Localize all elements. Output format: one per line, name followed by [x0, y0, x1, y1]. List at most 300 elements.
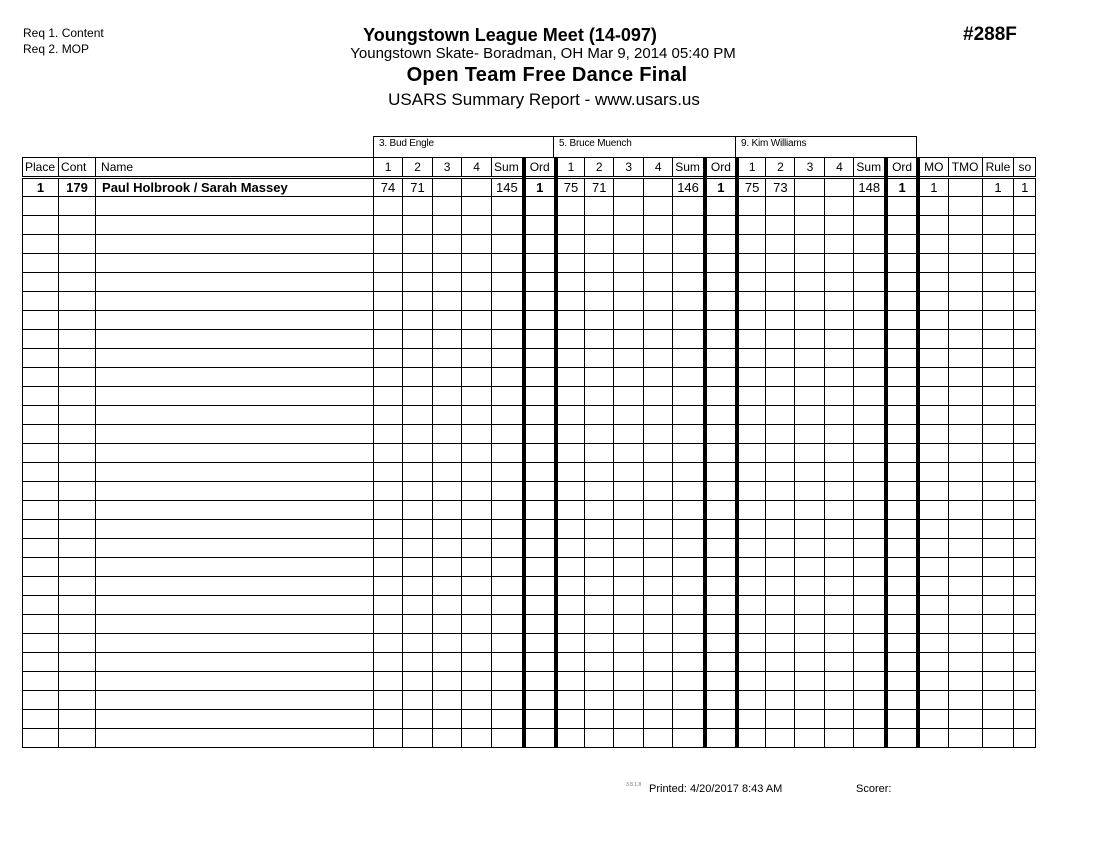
col-mo: MO — [918, 158, 948, 178]
empty-cell — [982, 482, 1014, 501]
empty-cell — [737, 406, 766, 425]
empty-cell — [982, 615, 1014, 634]
empty-cell — [433, 216, 462, 235]
empty-cell — [854, 406, 886, 425]
empty-cell — [462, 634, 492, 653]
requirement-1: Req 1. Content — [23, 26, 104, 40]
empty-cell — [524, 387, 556, 406]
empty-cell — [556, 197, 585, 216]
empty-cell — [673, 729, 705, 748]
empty-cell — [556, 273, 585, 292]
empty-cell — [403, 292, 433, 311]
j3-sum: 148 — [854, 178, 886, 197]
empty-cell — [644, 577, 673, 596]
empty-cell — [795, 672, 825, 691]
empty-cell — [614, 634, 644, 653]
empty-cell — [556, 235, 585, 254]
empty-cell — [462, 311, 492, 330]
empty-cell — [492, 330, 524, 349]
empty-row — [23, 387, 1036, 406]
empty-cell — [614, 444, 644, 463]
empty-cell — [886, 292, 918, 311]
event-title: Open Team Free Dance Final — [406, 64, 688, 86]
empty-cell — [374, 311, 403, 330]
empty-cell — [795, 710, 825, 729]
empty-cell — [644, 691, 673, 710]
empty-cell — [766, 653, 795, 672]
empty-cell — [886, 368, 918, 387]
empty-cell — [59, 558, 96, 577]
empty-row — [23, 235, 1036, 254]
table-row — [23, 178, 1036, 197]
empty-cell — [492, 273, 524, 292]
scorer-label: Scorer: — [856, 783, 892, 795]
empty-cell — [673, 710, 705, 729]
empty-cell — [766, 539, 795, 558]
empty-cell — [403, 330, 433, 349]
j3-col-1: 1 — [737, 158, 766, 178]
empty-cell — [825, 254, 854, 273]
empty-cell — [1014, 197, 1036, 216]
empty-cell — [96, 330, 374, 349]
empty-cell — [766, 273, 795, 292]
empty-cell — [948, 444, 982, 463]
empty-cell — [948, 425, 982, 444]
j2-ord: 1 — [705, 178, 737, 197]
empty-cell — [492, 406, 524, 425]
empty-cell — [982, 387, 1014, 406]
empty-cell — [462, 406, 492, 425]
empty-row — [23, 577, 1036, 596]
empty-cell — [737, 254, 766, 273]
empty-cell — [492, 444, 524, 463]
empty-cell — [374, 558, 403, 577]
empty-cell — [854, 539, 886, 558]
empty-cell — [673, 444, 705, 463]
empty-cell — [524, 691, 556, 710]
empty-cell — [854, 577, 886, 596]
empty-cell — [462, 539, 492, 558]
empty-cell — [948, 387, 982, 406]
empty-cell — [614, 691, 644, 710]
empty-cell — [644, 197, 673, 216]
empty-cell — [673, 216, 705, 235]
j1-col-2: 2 — [403, 158, 433, 178]
empty-cell — [982, 539, 1014, 558]
empty-cell — [23, 501, 59, 520]
column-header-row — [23, 158, 1036, 178]
empty-cell — [403, 672, 433, 691]
empty-cell — [918, 273, 948, 292]
j3-col-ord: Ord — [886, 158, 918, 178]
empty-cell — [644, 710, 673, 729]
empty-cell — [492, 349, 524, 368]
empty-cell — [462, 330, 492, 349]
empty-cell — [705, 406, 737, 425]
empty-cell — [23, 558, 59, 577]
empty-cell — [705, 197, 737, 216]
empty-cell — [556, 710, 585, 729]
printed-timestamp: Printed: 4/20/2017 8:43 AM — [649, 783, 783, 795]
empty-cell — [737, 292, 766, 311]
empty-cell — [524, 216, 556, 235]
empty-cell — [374, 292, 403, 311]
empty-cell — [492, 482, 524, 501]
empty-cell — [59, 653, 96, 672]
empty-cell — [948, 368, 982, 387]
empty-cell — [854, 197, 886, 216]
empty-cell — [673, 482, 705, 501]
empty-cell — [585, 444, 614, 463]
empty-cell — [524, 444, 556, 463]
empty-cell — [705, 292, 737, 311]
empty-cell — [1014, 653, 1036, 672]
empty-cell — [96, 577, 374, 596]
empty-cell — [374, 330, 403, 349]
empty-cell — [886, 577, 918, 596]
empty-cell — [705, 444, 737, 463]
empty-cell — [673, 577, 705, 596]
empty-cell — [462, 729, 492, 748]
empty-cell — [556, 539, 585, 558]
judge-name: 3. Bud Engle — [379, 138, 434, 149]
so-cell: 1 — [1014, 178, 1036, 197]
empty-cell — [59, 292, 96, 311]
empty-cell — [886, 425, 918, 444]
empty-cell — [982, 273, 1014, 292]
empty-cell — [705, 634, 737, 653]
empty-cell — [948, 634, 982, 653]
empty-cell — [673, 330, 705, 349]
empty-cell — [492, 292, 524, 311]
place-cell: 1 — [23, 178, 59, 197]
empty-cell — [737, 311, 766, 330]
empty-cell — [737, 615, 766, 634]
empty-cell — [374, 596, 403, 615]
empty-cell — [705, 558, 737, 577]
empty-cell — [737, 653, 766, 672]
empty-cell — [614, 653, 644, 672]
judge-header-2 — [553, 136, 736, 157]
j1-col-4: 4 — [462, 158, 492, 178]
empty-cell — [918, 235, 948, 254]
empty-cell — [766, 710, 795, 729]
empty-cell — [96, 615, 374, 634]
empty-cell — [492, 634, 524, 653]
empty-cell — [374, 501, 403, 520]
empty-cell — [433, 520, 462, 539]
empty-cell — [59, 216, 96, 235]
empty-cell — [585, 349, 614, 368]
empty-cell — [524, 653, 556, 672]
empty-cell — [948, 520, 982, 539]
empty-cell — [614, 349, 644, 368]
empty-cell — [918, 710, 948, 729]
empty-cell — [766, 596, 795, 615]
empty-cell — [737, 672, 766, 691]
empty-cell — [403, 653, 433, 672]
j1-col-ord: Ord — [524, 158, 556, 178]
empty-cell — [585, 558, 614, 577]
empty-cell — [524, 615, 556, 634]
j1-ord: 1 — [524, 178, 556, 197]
empty-cell — [705, 710, 737, 729]
empty-cell — [614, 672, 644, 691]
empty-cell — [737, 482, 766, 501]
empty-cell — [795, 349, 825, 368]
empty-cell — [854, 615, 886, 634]
j1-sum: 145 — [492, 178, 524, 197]
empty-cell — [524, 406, 556, 425]
empty-cell — [918, 444, 948, 463]
empty-cell — [644, 311, 673, 330]
empty-cell — [433, 330, 462, 349]
empty-cell — [673, 596, 705, 615]
empty-cell — [982, 311, 1014, 330]
empty-cell — [492, 254, 524, 273]
empty-cell — [462, 368, 492, 387]
empty-cell — [982, 501, 1014, 520]
empty-cell — [886, 349, 918, 368]
empty-cell — [23, 710, 59, 729]
empty-cell — [918, 406, 948, 425]
empty-cell — [918, 577, 948, 596]
empty-cell — [948, 197, 982, 216]
empty-cell — [918, 425, 948, 444]
empty-cell — [403, 615, 433, 634]
empty-cell — [462, 558, 492, 577]
empty-cell — [374, 729, 403, 748]
empty-cell — [433, 634, 462, 653]
empty-cell — [737, 349, 766, 368]
empty-cell — [766, 463, 795, 482]
empty-cell — [1014, 520, 1036, 539]
empty-cell — [918, 197, 948, 216]
empty-cell — [492, 463, 524, 482]
empty-cell — [433, 577, 462, 596]
empty-cell — [737, 425, 766, 444]
empty-cell — [433, 254, 462, 273]
empty-cell — [23, 539, 59, 558]
empty-cell — [23, 482, 59, 501]
empty-cell — [982, 653, 1014, 672]
meet-title: Youngstown League Meet (14-097) — [363, 25, 657, 45]
requirement-2: Req 2. MOP — [23, 42, 90, 56]
empty-cell — [854, 330, 886, 349]
empty-cell — [403, 520, 433, 539]
empty-cell — [886, 539, 918, 558]
empty-cell — [374, 482, 403, 501]
empty-cell — [59, 691, 96, 710]
version-label: 3.8.1.8 — [626, 782, 642, 788]
empty-cell — [673, 672, 705, 691]
empty-cell — [766, 349, 795, 368]
empty-cell — [705, 387, 737, 406]
empty-cell — [705, 463, 737, 482]
empty-cell — [644, 292, 673, 311]
empty-cell — [524, 368, 556, 387]
empty-cell — [705, 596, 737, 615]
empty-cell — [96, 729, 374, 748]
empty-cell — [556, 482, 585, 501]
empty-cell — [795, 520, 825, 539]
empty-row — [23, 254, 1036, 273]
empty-cell — [524, 425, 556, 444]
empty-cell — [614, 558, 644, 577]
empty-cell — [673, 520, 705, 539]
empty-cell — [374, 520, 403, 539]
empty-cell — [614, 710, 644, 729]
empty-cell — [96, 406, 374, 425]
empty-cell — [614, 406, 644, 425]
empty-cell — [524, 710, 556, 729]
empty-cell — [462, 197, 492, 216]
empty-cell — [948, 653, 982, 672]
empty-cell — [982, 463, 1014, 482]
empty-cell — [644, 729, 673, 748]
empty-cell — [918, 463, 948, 482]
empty-cell — [854, 520, 886, 539]
empty-cell — [556, 387, 585, 406]
empty-cell — [614, 615, 644, 634]
empty-cell — [374, 235, 403, 254]
empty-cell — [614, 387, 644, 406]
empty-cell — [614, 596, 644, 615]
empty-cell — [705, 273, 737, 292]
empty-cell — [766, 615, 795, 634]
empty-cell — [673, 615, 705, 634]
empty-cell — [886, 254, 918, 273]
empty-cell — [918, 368, 948, 387]
empty-cell — [556, 729, 585, 748]
empty-cell — [886, 520, 918, 539]
empty-cell — [705, 235, 737, 254]
empty-cell — [23, 577, 59, 596]
empty-cell — [644, 235, 673, 254]
empty-cell — [96, 425, 374, 444]
j2-sum: 146 — [673, 178, 705, 197]
empty-cell — [766, 444, 795, 463]
empty-cell — [854, 558, 886, 577]
empty-cell — [585, 311, 614, 330]
empty-cell — [433, 691, 462, 710]
empty-cell — [1014, 311, 1036, 330]
empty-cell — [854, 463, 886, 482]
empty-cell — [948, 691, 982, 710]
empty-cell — [403, 349, 433, 368]
empty-cell — [23, 520, 59, 539]
empty-cell — [644, 444, 673, 463]
j2-score-3 — [614, 178, 644, 197]
col-so: so — [1014, 158, 1036, 178]
empty-cell — [462, 387, 492, 406]
empty-cell — [59, 235, 96, 254]
j3-score-4 — [825, 178, 854, 197]
empty-cell — [918, 216, 948, 235]
empty-cell — [585, 330, 614, 349]
empty-cell — [1014, 273, 1036, 292]
empty-cell — [59, 596, 96, 615]
empty-cell — [403, 368, 433, 387]
empty-cell — [433, 349, 462, 368]
col-cont: Cont — [59, 158, 96, 178]
empty-cell — [766, 368, 795, 387]
empty-cell — [403, 501, 433, 520]
empty-cell — [403, 729, 433, 748]
empty-cell — [825, 406, 854, 425]
empty-cell — [948, 596, 982, 615]
empty-cell — [825, 653, 854, 672]
empty-cell — [1014, 387, 1036, 406]
empty-cell — [433, 710, 462, 729]
empty-cell — [886, 444, 918, 463]
empty-cell — [644, 463, 673, 482]
empty-cell — [96, 691, 374, 710]
empty-cell — [948, 710, 982, 729]
empty-cell — [433, 444, 462, 463]
empty-cell — [23, 368, 59, 387]
empty-row — [23, 463, 1036, 482]
empty-cell — [948, 235, 982, 254]
empty-cell — [644, 539, 673, 558]
empty-cell — [795, 482, 825, 501]
j3-score-2: 73 — [766, 178, 795, 197]
empty-cell — [766, 577, 795, 596]
empty-cell — [886, 406, 918, 425]
empty-cell — [673, 368, 705, 387]
empty-cell — [374, 273, 403, 292]
empty-cell — [673, 691, 705, 710]
empty-cell — [982, 634, 1014, 653]
empty-cell — [462, 482, 492, 501]
empty-cell — [59, 425, 96, 444]
empty-cell — [854, 691, 886, 710]
empty-cell — [524, 235, 556, 254]
empty-cell — [59, 463, 96, 482]
empty-cell — [585, 235, 614, 254]
empty-cell — [556, 349, 585, 368]
empty-cell — [825, 577, 854, 596]
empty-cell — [96, 653, 374, 672]
empty-cell — [795, 330, 825, 349]
empty-cell — [795, 197, 825, 216]
empty-cell — [705, 729, 737, 748]
empty-cell — [374, 634, 403, 653]
empty-cell — [374, 463, 403, 482]
empty-cell — [854, 729, 886, 748]
empty-cell — [585, 292, 614, 311]
empty-cell — [492, 368, 524, 387]
empty-cell — [644, 501, 673, 520]
empty-cell — [854, 273, 886, 292]
empty-cell — [1014, 216, 1036, 235]
empty-cell — [23, 349, 59, 368]
empty-cell — [585, 463, 614, 482]
name-cell: Paul Holbrook / Sarah Massey — [96, 178, 374, 197]
empty-cell — [556, 596, 585, 615]
empty-cell — [918, 349, 948, 368]
empty-cell — [766, 387, 795, 406]
empty-cell — [403, 425, 433, 444]
empty-cell — [59, 615, 96, 634]
empty-cell — [556, 615, 585, 634]
empty-cell — [825, 672, 854, 691]
empty-row — [23, 273, 1036, 292]
empty-row — [23, 216, 1036, 235]
empty-cell — [492, 710, 524, 729]
empty-cell — [403, 539, 433, 558]
empty-row — [23, 482, 1036, 501]
